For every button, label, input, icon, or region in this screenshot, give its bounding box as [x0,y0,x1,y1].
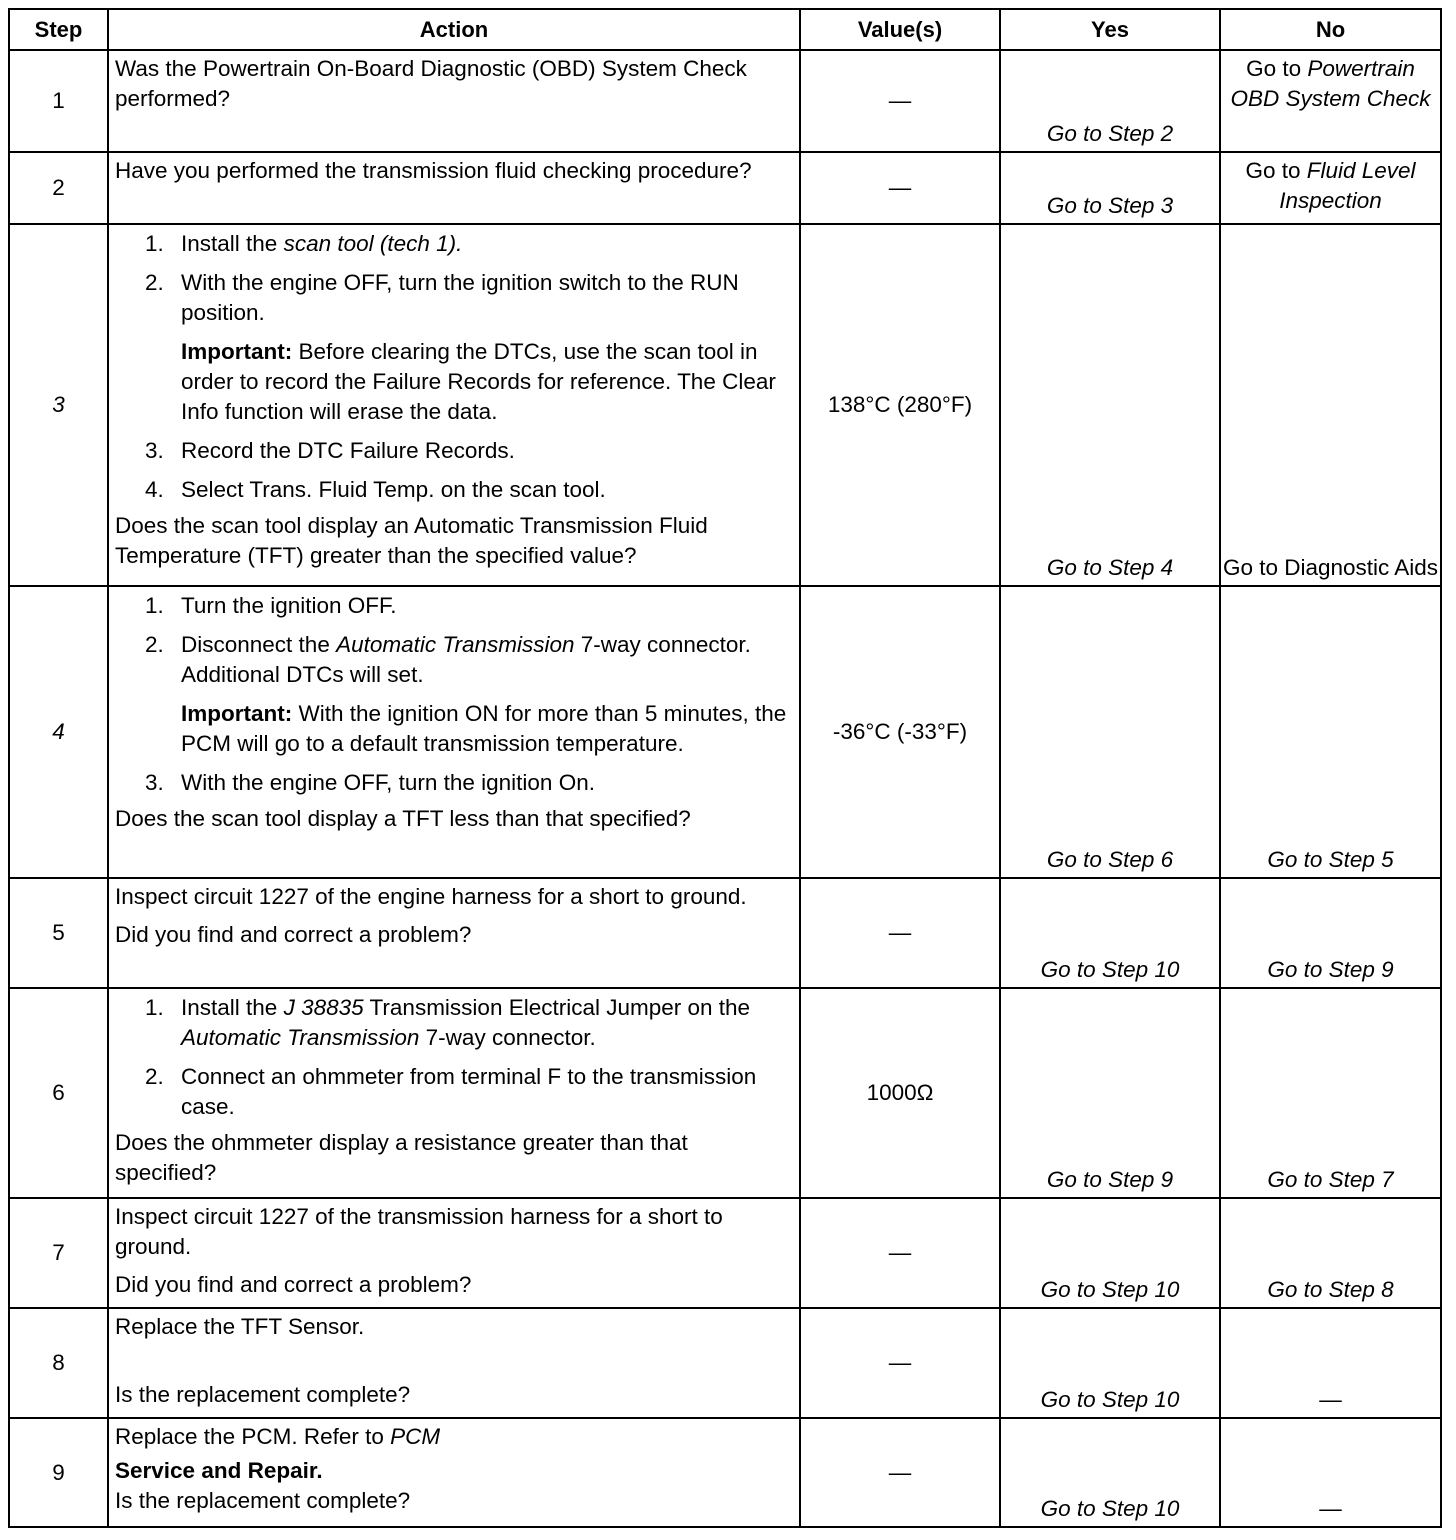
table-row [9,586,1441,878]
action-text: Was the Powertrain On-Board Diagnostic (OBD) System Check performed? [115,56,747,111]
list-item: 1. Turn the ignition OFF. [145,593,397,618]
list-item: 3. With the engine OFF, turn the ignition On. [145,770,595,795]
step-number: 7 [9,1198,108,1308]
yes-link[interactable]: Go to Step 2 [1000,50,1220,152]
question-text: Is the replacement complete? [115,1488,411,1513]
header-yes: Yes [1000,9,1220,50]
list-item: 2. Disconnect the Automatic Transmission 7-way connector. Additional DTCs will set. Important: With the ignition ON for more than 5 minutes, the PCM will go to a default transmission temperature. [115,630,795,759]
question-text: Does the scan tool display a TFT less than that specified? [115,806,691,831]
yes-link[interactable]: Go to Step 10 [1000,1418,1220,1527]
list-item: 2. With the engine OFF, turn the ignition switch to the RUN position. Important: Before clearing the DTCs, use the scan tool in order to record the Failure Records for reference. The Clear Info function will erase the data. [115,268,795,427]
no-prefix: Go to [1246,56,1302,81]
yes-link[interactable]: Go to Step 6 [1000,586,1220,878]
value-cell: 138°C (280°F) [800,224,1000,586]
action-text: Inspect circuit 1227 of the engine harness for a short to ground. [115,884,747,909]
no-link-text: Powertrain OBD System Check [1230,56,1431,111]
yes-link[interactable]: Go to Step 3 [1000,152,1220,224]
step-number: 1 [9,50,108,152]
step-number: 8 [9,1308,108,1418]
action-cell [108,878,800,988]
header-row [9,9,1441,50]
list-item: 1. Install the J 38835 Transmission Electrical Jumper on the Automatic Transmission 7-way connector. [145,995,751,1050]
question-text: Did you find and correct a problem? [115,922,472,947]
action-cell [108,988,800,1198]
question-text: Does the ohmmeter display a resistance greater than that specified? [115,1130,688,1185]
yes-link[interactable]: Go to Step 10 [1000,1198,1220,1308]
list-item: 2. Connect an ohmmeter from terminal F to the transmission case. [145,1064,757,1119]
procedure-list [115,591,795,798]
no-prefix: Go to [1245,158,1301,183]
question-text: Is the replacement complete? [115,1382,411,1407]
question-text: Did you find and correct a problem? [115,1272,472,1297]
header-action: Action [108,9,800,50]
action-cell [108,586,800,878]
diagnostic-table [8,8,1442,1528]
action-text: Inspect circuit 1227 of the transmission harness for a short to ground. [115,1204,723,1259]
important-note: Important: Before clearing the DTCs, use the scan tool in order to record the Failure Records for reference. The Clear Info function will erase the data. [181,339,776,424]
table-row [9,988,1441,1198]
no-link[interactable]: Go to Step 7 [1220,988,1441,1198]
table-row [9,224,1441,586]
action-text: Replace the TFT Sensor. [115,1314,365,1339]
reference-title[interactable]: Service and Repair. [115,1458,323,1483]
yes-link[interactable]: Go to Step 4 [1000,224,1220,586]
value-cell: — [800,878,1000,988]
tool-name: J 38835 [283,995,364,1020]
table-row [9,152,1441,224]
table-row [9,1198,1441,1308]
no-link[interactable] [1220,50,1441,152]
table-row [9,1308,1441,1418]
action-cell [108,1198,800,1308]
no-link-text: Fluid Level Inspection [1279,158,1416,213]
step-number: 4 [9,586,108,878]
yes-link[interactable]: Go to Step 10 [1000,1308,1220,1418]
list-item: 4. Select Trans. Fluid Temp. on the scan tool. [145,477,606,502]
action-cell [108,1308,800,1418]
step-number: 9 [9,1418,108,1527]
value-cell: — [800,152,1000,224]
tool-name: scan tool (tech 1). [283,231,463,256]
action-cell [108,152,800,224]
action-cell [108,224,800,586]
step-number: 5 [9,878,108,988]
step-number: 2 [9,152,108,224]
reference-link[interactable]: PCM [390,1424,441,1449]
header-no: No [1220,9,1441,50]
value-cell: -36°C (-33°F) [800,586,1000,878]
table-row [9,50,1441,152]
step-number: 6 [9,988,108,1198]
action-text: Have you performed the transmission fluid checking procedure? [115,158,752,183]
important-note: Important: With the ignition ON for more than 5 minutes, the PCM will go to a default transmission temperature. [181,701,787,756]
action-cell [108,50,800,152]
no-link[interactable]: Go to Step 5 [1220,586,1441,878]
list-item: 1. Install the scan tool (tech 1). [145,231,463,256]
yes-link[interactable]: Go to Step 9 [1000,988,1220,1198]
procedure-list [115,993,795,1122]
action-cell [108,1418,800,1527]
table-row [9,878,1441,988]
no-link[interactable]: Go to Step 9 [1220,878,1441,988]
value-cell: — [800,1198,1000,1308]
procedure-list [115,229,795,505]
value-cell: — [800,1308,1000,1418]
no-link[interactable]: Go to Step 8 [1220,1198,1441,1308]
header-step: Step [9,9,108,50]
no-dash: — [1220,1418,1441,1527]
no-dash: — [1220,1308,1441,1418]
step-number: 3 [9,224,108,586]
no-link[interactable]: Go to Diagnostic Aids [1220,224,1441,586]
action-text: Replace the PCM. Refer to PCM [115,1424,441,1449]
header-values: Value(s) [800,9,1000,50]
spacer [115,1342,795,1372]
question-text: Does the scan tool display an Automatic Transmission Fluid Temperature (TFT) greater than the specified value? [115,513,708,568]
value-cell: — [800,1418,1000,1527]
yes-link[interactable]: Go to Step 10 [1000,878,1220,988]
value-cell: 1000Ω [800,988,1000,1198]
list-item: 3. Record the DTC Failure Records. [145,438,515,463]
table-row [9,1418,1441,1527]
no-link[interactable] [1220,152,1441,224]
value-cell: — [800,50,1000,152]
